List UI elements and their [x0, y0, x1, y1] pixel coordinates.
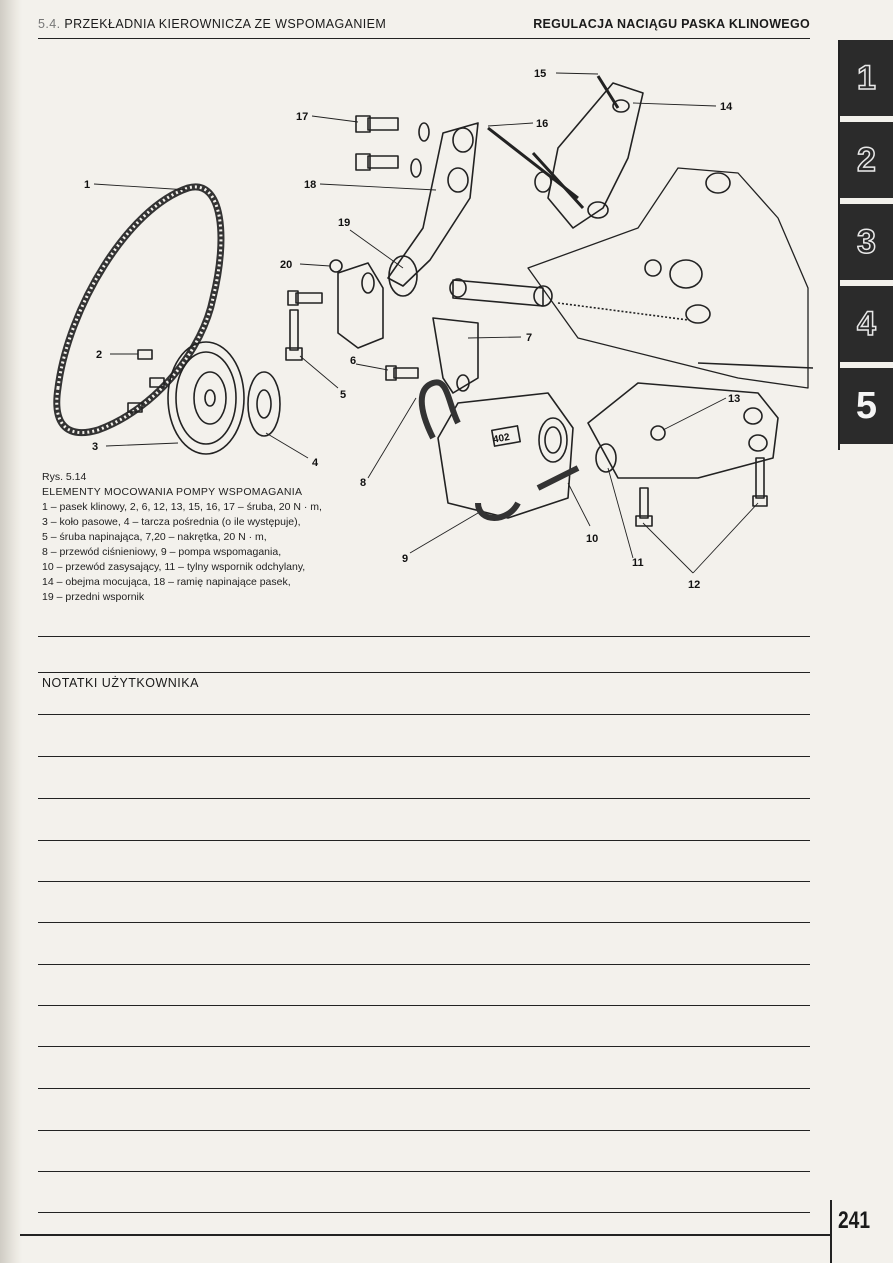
note-line[interactable]: [38, 964, 810, 965]
callout-20: 20: [280, 259, 293, 271]
legend-line: 5 – śruba napinająca, 7,20 – nakrętka, 20 N · m,: [42, 531, 267, 543]
callout-1: 1: [84, 179, 91, 191]
legend-line: 14 – obejma mocująca, 18 – ramię napinające pasek,: [42, 576, 291, 588]
front-bracket: [338, 263, 383, 348]
callout-10: 10: [586, 533, 599, 545]
callout-13: 13: [728, 393, 741, 405]
v-belt: [57, 187, 221, 433]
chapter-tab-2[interactable]: 2: [840, 122, 893, 198]
legend-line: 3 – koło pasowe, 4 – tarcza pośrednia (o ile występuje),: [42, 516, 301, 528]
callout-2: 2: [96, 349, 103, 361]
note-line[interactable]: [38, 1212, 810, 1213]
notes-title-rule: [38, 672, 810, 673]
callout-6: 6: [350, 355, 357, 367]
tension-bolt: [290, 310, 298, 350]
callout-12: 12: [688, 579, 701, 591]
chapter-tab-5-active[interactable]: 5: [840, 368, 893, 444]
note-line[interactable]: [38, 714, 810, 715]
notes-title: NOTATKI UŻYTKOWNIKA: [42, 676, 199, 690]
engine-block: [528, 168, 808, 388]
page-header: [38, 14, 810, 39]
legend-line: 10 – przewód zasysający, 11 – tylny wspornik odchylany,: [42, 561, 306, 573]
callout-8: 8: [360, 477, 367, 489]
callout-14: 14: [720, 101, 733, 113]
callout-16: 16: [536, 118, 549, 130]
pulley: [168, 342, 244, 454]
note-line[interactable]: [38, 756, 810, 757]
pump-marking-label: 402: [492, 431, 511, 446]
legend-line: 1 – pasek klinowy, 2, 6, 12, 13, 15, 16, 17 – śruba, 20 N · m,: [42, 501, 322, 513]
link-rod: [453, 280, 543, 306]
callout-9: 9: [402, 553, 409, 565]
footer-rule: [20, 1234, 832, 1236]
legend-line: 8 – przewód ciśnieniowy, 9 – pompa wspomagania,: [42, 546, 282, 558]
callout-11: 11: [632, 557, 644, 569]
callout-4: 4: [312, 457, 319, 469]
topic-heading: REGULACJA NACIĄGU PASKA KLINOWEGO: [533, 17, 810, 31]
note-line[interactable]: [38, 881, 810, 882]
page-number: 241: [838, 1207, 871, 1234]
figure-caption: [42, 470, 372, 605]
note-line[interactable]: [38, 1088, 810, 1089]
callout-15: 15: [534, 68, 547, 80]
callout-18: 18: [304, 179, 317, 191]
note-line[interactable]: [38, 798, 810, 799]
section-title: PRZEKŁADNIA KIEROWNICZA ZE WSPOMAGANIEM: [64, 17, 387, 31]
callout-7: 7: [526, 332, 533, 344]
notes-top-rule: [38, 636, 810, 637]
page-number-divider: [830, 1200, 832, 1263]
legend-line: 19 – przedni wspornik: [42, 591, 145, 603]
intermediate-disc: [248, 372, 280, 436]
callout-19: 19: [338, 217, 351, 229]
suction-hose: [478, 503, 518, 518]
note-line[interactable]: [38, 840, 810, 841]
note-line[interactable]: [38, 1171, 810, 1172]
chapter-tab-1[interactable]: 1: [840, 40, 893, 116]
section-heading: [38, 17, 386, 31]
scan-edge-shadow: [0, 0, 22, 1263]
rear-bracket: [588, 383, 778, 478]
chapter-tab-3[interactable]: 3: [840, 204, 893, 280]
steering-pump: [438, 393, 573, 518]
section-number: 5.4.: [38, 17, 61, 31]
note-line[interactable]: [38, 1130, 810, 1131]
chapter-tab-4[interactable]: 4: [840, 286, 893, 362]
tension-arm: [388, 123, 478, 286]
note-line[interactable]: [38, 1046, 810, 1047]
callout-5: 5: [340, 389, 347, 401]
pressure-hose: [422, 382, 458, 438]
callout-17: 17: [296, 111, 309, 123]
callout-3: 3: [92, 441, 99, 453]
note-line[interactable]: [38, 1005, 810, 1006]
figure-reference: Rys. 5.14: [42, 471, 87, 483]
figure-title: ELEMENTY MOCOWANIA POMPY WSPOMAGANIA: [42, 486, 303, 498]
note-line[interactable]: [38, 922, 810, 923]
